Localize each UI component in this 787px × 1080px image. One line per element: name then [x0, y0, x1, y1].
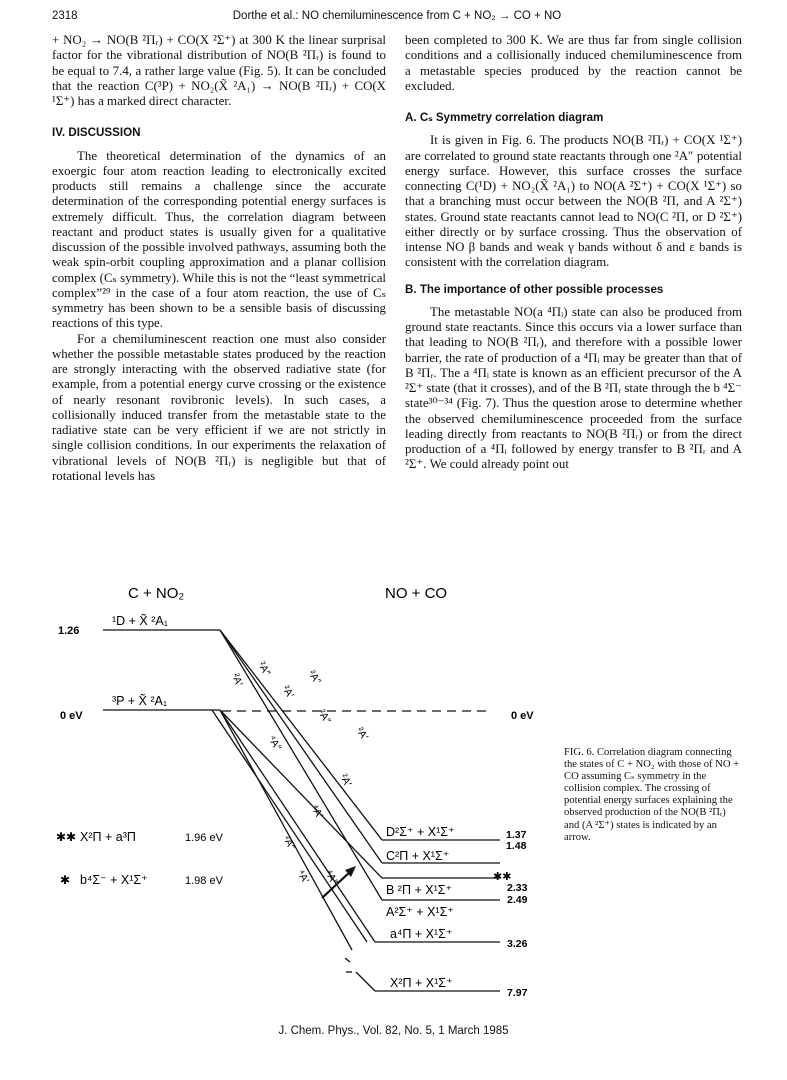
- level-b4sigma-label: b⁴Σ⁻ + X¹Σ⁺: [80, 873, 148, 887]
- level-D-label: D²Σ⁺ + X¹Σ⁺: [386, 825, 455, 839]
- right-column: [405, 33, 742, 473]
- level-b4sigma-energy: 1.98 eV: [185, 875, 223, 887]
- level-B-label: B ²Π + X¹Σ⁺: [386, 883, 453, 897]
- level-C-label: C²Π + X¹Σ⁺: [386, 849, 450, 863]
- subsection-a-paragraph: It is given in Fig. 6. The products NO(B ²Πᵣ) + CO(X ¹Σ⁺) are correlated to ground state reactants through one ²A″ potential energy surface. However, this surface crosses the surface connecting C(¹D) + NO₂(X̃ ²A₁) to NO(A ²Σ⁺) + CO(X ¹Σ⁺) so that a branching must occur between the NO(B ²Π, and A ²Σ⁺) states. Ground state reactants cannot lead to NO(C ²Π, or D ²Σ⁺) either directly or by surface crossing. Thus the observation of intense NO β bands and weak γ bands without δ and ε bands is consistent with the correlation diagram.: [405, 133, 742, 270]
- level-A-energy: 2.49: [507, 894, 528, 906]
- double-star-marker: ✱✱: [56, 830, 77, 844]
- level-1d-label: ¹D + X̃ ²A₁: [112, 614, 168, 628]
- page-number: 2318: [52, 10, 78, 22]
- correlation-line: [220, 707, 375, 942]
- level-x2pi-a3pi-energy: 1.96 eV: [185, 832, 223, 844]
- surface-label: ⁴A″: [322, 867, 341, 887]
- surface-label: ⁴A″: [265, 733, 284, 753]
- level-a4pi-label: a⁴Π + X¹Σ⁺: [390, 927, 453, 941]
- surface-label: ²A′: [279, 683, 297, 701]
- surface-label: ²A″: [280, 833, 298, 852]
- dash-segment: [345, 958, 350, 962]
- correlation-line: [220, 630, 382, 900]
- left-column: [52, 33, 386, 484]
- surface-label: ²A′: [337, 772, 354, 789]
- level-1d-energy: 1.26: [58, 625, 80, 637]
- page-header: [52, 10, 742, 26]
- reactants-title: C + NO₂: [128, 585, 185, 602]
- correlation-line: [356, 972, 375, 991]
- figure-caption: FIG. 6. Correlation diagram connecting the states of C + NO₂ with those of NO + CO assuming Cₛ symmetry in the collision complex. The crossing of potential energy surfaces explaining the observed production of the NO(B ²Πᵣ) and (A ²Σ⁺) states is indicated by an arrow.: [564, 747, 740, 843]
- single-star-marker: ✱: [60, 873, 71, 887]
- level-X-ground-energy: 7.97: [507, 987, 528, 999]
- surface-label: ²A′: [229, 671, 245, 688]
- level-a4pi-energy: 3.26: [507, 938, 528, 950]
- subsection-b-paragraph: The metastable NO(a ⁴Πᵢ) state can also be produced from ground state reactants. Since this occurs via a lower surface than that leading to NO(B ²Πᵣ), and therefore with a possible lower barrier, the rate of production of a ⁴Πᵢ may be greater than that of B ²Πᵣ. The a ⁴Πᵢ state is known as an efficient precursor of the A ²Σ⁺ state (that it crosses), and of the B ²Πᵣ state through the b ⁴Σ⁻ state³⁰⁻³⁴ (Fig. 7). Thus the question arose to determine whether the observed chemiluminescence proceeded from the surface leading directly from reactants to NO(B ²Πᵣ) or from the direct production of a ⁴Πᵢ followed by energy transfer to B ²Πᵣ and A ²Σ⁺. We could already point out: [405, 304, 742, 472]
- surface-label: ²A′: [353, 725, 371, 743]
- subsection-heading-b: B. The importance of other possible processes: [405, 282, 664, 296]
- subsection-heading-a: A. Cₛ Symmetry correlation diagram: [405, 111, 604, 124]
- level-3p-label: ³P + X̃ ²A₁: [112, 694, 168, 708]
- level-D-energy: 1.37: [506, 829, 527, 841]
- correlation-line: [220, 707, 352, 950]
- surface-label: ²A″: [305, 668, 324, 687]
- level-A-label: A²Σ⁺ + X¹Σ⁺: [386, 905, 454, 919]
- intro-paragraph: + NO₂ → NO(B ²Πᵣ) + CO(X ²Σ⁺) at 300 K the linear surprisal factor for the vibrational distribution of NO(B ²Πᵣ) is found to be equal to 7.4, a rather large value (Fig. 5). It can be concluded that the reaction C(³P) + NO₂(X̃ ²A₁) → NO(B ²Πᵣ) + CO(X ¹Σ⁺) has a marked direct character.: [52, 33, 386, 108]
- section-heading-discussion: IV. DISCUSSION: [52, 126, 141, 140]
- product-star-markers: ✱✱: [493, 871, 512, 883]
- level-3p-energy: 0 eV: [60, 710, 83, 722]
- discussion-paragraph-2: For a chemiluminescent reaction one must also consider whether the possible metastable states produced by the reaction are strongly interacting with the observed radiative state (for example, from a potential energy curve crossing or the existence of nearly resonant rovibronic levels). In such cases, a collisionally induced transfer from the metastable state to the radiative state can be very efficient if we are not strictly in single collision conditions. In our experiments the relaxation of vibrational levels of NO(B ²Πᵣ) is negligible but that of rotational levels has: [52, 331, 386, 483]
- discussion-paragraph-1: The theoretical determination of the dynamics of an exoergic four atom reaction leading to electronically excited products still remains a challenge since the accurate determination of the corresponding potential energy surfaces is extremely difficult. Thus, the correlation diagram between reactant and product states is usually given for a qualitative discussion of the possible involved pathways, assuming both the weak spin-orbit coupling approximation and a planar collision complex (Cₛ symmetry). While this is not the “least symmetrical complex”²⁹ in the case of a four atom reaction, the use of Cₛ symmetry has been shown to be a sensible basis of discussing reactions of this type.: [52, 148, 386, 331]
- surface-label: ²A″: [255, 659, 273, 678]
- surface-label: ⁴A′: [308, 802, 326, 821]
- surface-label: ²A″: [315, 707, 333, 726]
- products-title: NO + CO: [385, 585, 448, 602]
- level-x2pi-a3pi-label: X²Π + a³Π: [80, 830, 136, 844]
- level-B-energy: 2.33: [507, 882, 528, 894]
- continued-paragraph: been completed to 300 K. We are thus far from single collision conditions and a collisionally induced chemiluminescence from a metastable species produced by the reaction cannot be excluded.: [405, 33, 742, 93]
- page-footer: J. Chem. Phys., Vol. 82, No. 5, 1 March 1985: [278, 1025, 509, 1037]
- level-X-ground-label: X²Π + X¹Σ⁺: [390, 976, 453, 990]
- zero-energy-right-label: 0 eV: [511, 710, 534, 722]
- level-C-energy: 1.48: [506, 840, 527, 852]
- running-title: Dorthe et al.: NO chemiluminescence from C + NO₂ → CO + NO: [232, 10, 562, 22]
- surface-label: ⁴A′: [294, 867, 312, 886]
